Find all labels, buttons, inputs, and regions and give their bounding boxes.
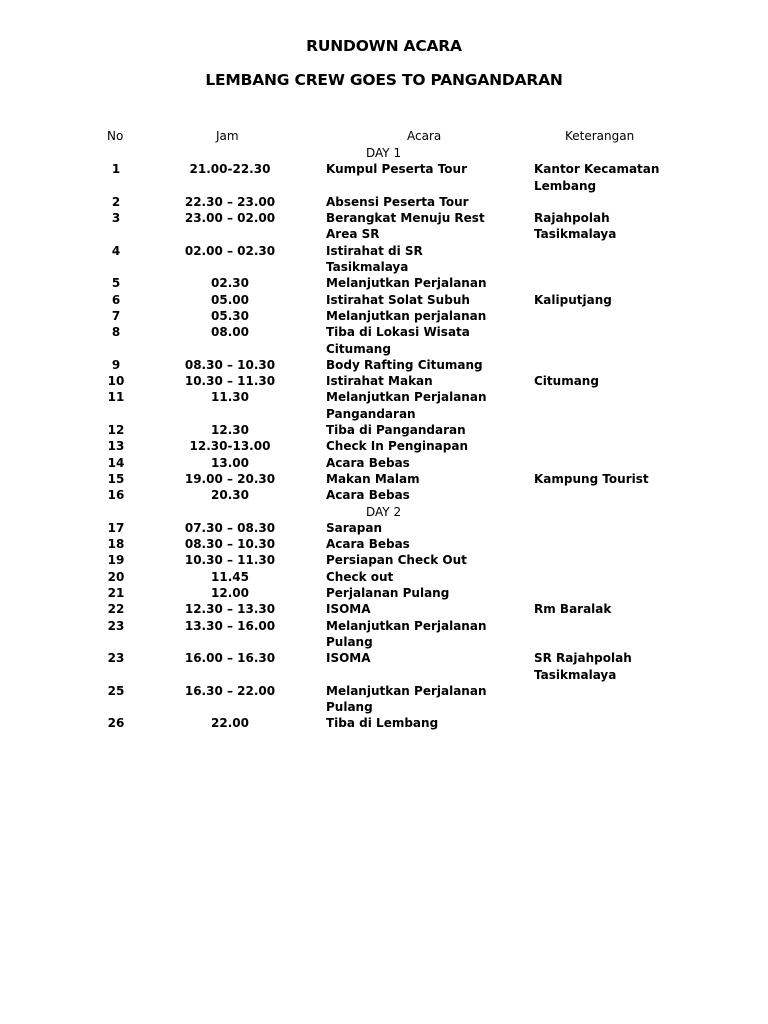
- row-acara: Absensi Peserta Tour: [326, 194, 469, 209]
- row-acara: ISOMA: [326, 651, 371, 666]
- row-jam: 05.00: [211, 292, 249, 307]
- row-no: 26: [107, 716, 125, 731]
- row-acara: Melanjutkan Perjalanan Pulang: [326, 683, 487, 715]
- table-row: [0, 536, 768, 552]
- row-no: 12: [107, 423, 125, 438]
- row-acara: Istirahat di SR Tasikmalaya: [326, 243, 423, 275]
- row-jam: 08.30 – 10.30: [184, 537, 276, 552]
- row-no: 10: [107, 374, 125, 389]
- row-jam: 12.00: [211, 586, 249, 601]
- row-keterangan: [534, 455, 674, 471]
- row-acara: Istirahat Solat Subuh: [326, 292, 470, 307]
- row-no: 11: [107, 390, 125, 405]
- table-row: [0, 389, 768, 422]
- row-jam: 20.30: [211, 488, 249, 503]
- row-acara: Berangkat Menuju Rest Area SR: [326, 211, 485, 242]
- row-acara: Acara Bebas: [326, 455, 410, 470]
- row-keterangan: Rm Baralak: [534, 602, 612, 617]
- row-acara: Persiapan Check Out: [326, 553, 467, 568]
- row-no: 3: [111, 211, 121, 226]
- row-keterangan: Kampung Tourist: [534, 471, 649, 486]
- row-no: 4: [111, 243, 121, 258]
- row-acara: Tiba di Pangandaran: [326, 423, 466, 438]
- row-no: 23: [107, 651, 125, 666]
- row-keterangan: [534, 585, 674, 601]
- row-no: 8: [111, 325, 121, 340]
- page-title: RUNDOWN ACARA: [306, 37, 462, 55]
- table-row: [0, 210, 768, 243]
- header-jam: Jam: [216, 129, 239, 143]
- day-1-label-text: DAY 1: [366, 146, 402, 160]
- table-row: [0, 552, 768, 568]
- row-acara: Acara Bebas: [326, 488, 410, 503]
- row-jam: 08.00: [211, 325, 249, 340]
- row-keterangan: [534, 422, 674, 438]
- table-row: [0, 422, 768, 438]
- day-2-rows: [0, 520, 768, 732]
- row-keterangan: Citumang: [534, 374, 599, 389]
- row-jam: 11.45: [211, 569, 249, 584]
- row-jam: 12.30-13.00: [189, 439, 271, 454]
- row-jam: 07.30 – 08.30: [184, 520, 276, 535]
- row-keterangan: [534, 569, 674, 585]
- table-row: [0, 520, 768, 536]
- row-jam: 02.00 – 02.30: [184, 243, 276, 258]
- row-keterangan: [534, 552, 674, 568]
- row-no: 14: [107, 455, 125, 470]
- row-jam: 13.00: [211, 455, 249, 470]
- table-row: [0, 650, 768, 683]
- row-jam: 10.30 – 11.30: [184, 553, 276, 568]
- row-jam: 12.30: [211, 423, 249, 438]
- row-acara: Tiba di Lokasi Wisata Citumang: [326, 325, 470, 356]
- row-keterangan: Kaliputjang: [534, 292, 612, 307]
- table-row: [0, 585, 768, 601]
- row-keterangan: [534, 389, 674, 422]
- row-acara: Makan Malam: [326, 471, 420, 486]
- row-no: 5: [111, 276, 121, 291]
- row-no: 23: [107, 618, 125, 633]
- row-keterangan: [534, 715, 674, 731]
- row-keterangan: [534, 520, 674, 536]
- row-keterangan: [534, 243, 674, 276]
- row-jam: 13.30 – 16.00: [184, 618, 276, 633]
- row-no: 16: [107, 488, 125, 503]
- table-row: [0, 308, 768, 324]
- row-jam: 21.00-22.30: [189, 162, 271, 177]
- row-no: 17: [107, 520, 125, 535]
- table-row: [0, 618, 768, 651]
- row-acara: Sarapan: [326, 520, 382, 535]
- row-keterangan: [534, 487, 674, 503]
- row-acara: Istirahat Makan: [326, 374, 433, 389]
- table-row: [0, 455, 768, 471]
- row-keterangan: [534, 438, 674, 454]
- row-keterangan: Rajahpolah Tasikmalaya: [534, 211, 617, 242]
- table-row: [0, 373, 768, 389]
- row-no: 18: [107, 537, 125, 552]
- row-keterangan: [534, 308, 674, 324]
- table-row: [0, 683, 768, 716]
- day-2-label-text: DAY 2: [366, 504, 402, 519]
- row-jam: 22.00: [211, 716, 249, 731]
- row-no: 6: [111, 292, 121, 307]
- row-jam: 19.00 – 20.30: [184, 471, 276, 486]
- table-row: [0, 194, 768, 210]
- day-1-rows: [0, 161, 768, 503]
- page-subtitle: LEMBANG CREW GOES TO PANGANDARAN: [205, 71, 563, 89]
- header-keterangan: Keterangan: [565, 129, 635, 143]
- row-jam: 16.30 – 22.00: [184, 683, 276, 698]
- table-header: [0, 128, 768, 145]
- row-keterangan: [534, 194, 674, 210]
- table-row: [0, 438, 768, 454]
- row-keterangan: [534, 618, 674, 651]
- row-jam: 10.30 – 11.30: [184, 374, 276, 389]
- table-row: [0, 324, 768, 357]
- row-acara: Check out: [326, 569, 394, 584]
- row-acara: Kumpul Peserta Tour: [326, 162, 467, 177]
- row-keterangan: [534, 683, 674, 716]
- row-no: 9: [111, 357, 121, 372]
- row-acara: Check In Penginapan: [326, 439, 468, 454]
- day-1-label: [0, 145, 768, 161]
- row-jam: 11.30: [211, 390, 249, 405]
- table-row: [0, 487, 768, 503]
- row-no: 22: [107, 602, 125, 617]
- table-row: [0, 471, 768, 487]
- row-jam: 22.30 – 23.00: [184, 194, 276, 209]
- row-jam: 12.30 – 13.30: [184, 602, 276, 617]
- row-no: 19: [107, 553, 125, 568]
- table-row: [0, 275, 768, 291]
- row-acara: Perjalanan Pulang: [326, 586, 450, 601]
- table-row: [0, 715, 768, 731]
- row-acara: ISOMA: [326, 602, 371, 617]
- row-jam: 05.30: [211, 308, 249, 323]
- row-jam: 16.00 – 16.30: [184, 651, 276, 666]
- header-acara: Acara: [407, 129, 442, 143]
- row-no: 7: [111, 308, 121, 323]
- row-acara: Acara Bebas: [326, 537, 410, 552]
- row-jam: 02.30: [211, 276, 249, 291]
- day-2-label: [0, 504, 768, 520]
- row-no: 13: [107, 439, 125, 454]
- row-acara: Melanjutkan Perjalanan Pulang: [326, 618, 487, 649]
- rundown-table: [0, 128, 768, 732]
- row-acara: Melanjutkan Perjalanan: [326, 276, 487, 291]
- table-row: [0, 569, 768, 585]
- table-row: [0, 292, 768, 308]
- row-acara: Body Rafting Citumang: [326, 357, 483, 372]
- table-row: [0, 161, 768, 194]
- row-no: 15: [107, 471, 125, 486]
- row-jam: 23.00 – 02.00: [184, 211, 276, 226]
- table-row: [0, 357, 768, 373]
- row-keterangan: Kantor Kecamatan Lembang: [534, 162, 660, 193]
- table-row: [0, 243, 768, 276]
- row-no: 20: [107, 569, 125, 584]
- row-no: 25: [107, 683, 125, 698]
- row-no: 1: [111, 162, 121, 177]
- row-jam: 08.30 – 10.30: [184, 357, 276, 372]
- row-keterangan: SR Rajahpolah Tasikmalaya: [534, 651, 632, 682]
- row-keterangan: [534, 324, 674, 357]
- row-keterangan: [534, 536, 674, 552]
- row-keterangan: [534, 357, 674, 373]
- row-keterangan: [534, 275, 674, 291]
- row-acara: Melanjutkan Perjalanan Pangandaran: [326, 390, 487, 421]
- row-acara: Melanjutkan perjalanan: [326, 308, 487, 323]
- table-row: [0, 601, 768, 617]
- row-no: 2: [111, 194, 121, 209]
- row-no: 21: [107, 586, 125, 601]
- header-no: No: [107, 129, 124, 143]
- row-acara: Tiba di Lembang: [326, 716, 439, 731]
